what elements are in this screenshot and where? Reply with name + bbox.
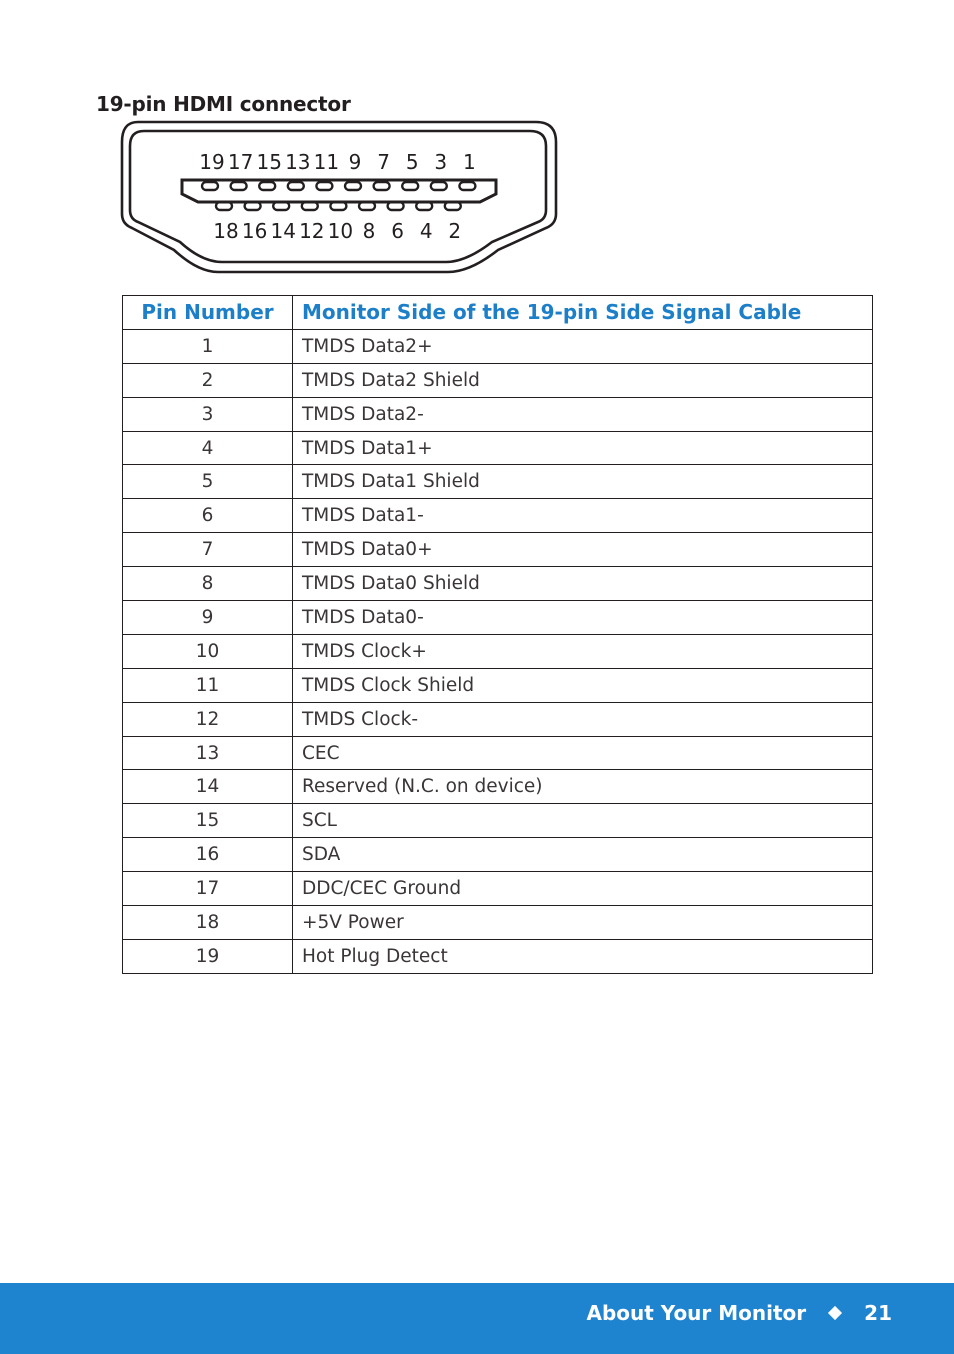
page-footer <box>0 1283 954 1354</box>
pin-number-cell: 11 <box>123 668 293 702</box>
connector-pin <box>245 202 261 210</box>
table-row <box>123 499 873 533</box>
connector-pin <box>302 202 318 210</box>
signal-cell: SDA <box>293 838 873 872</box>
bottom-pin-label: 4 <box>419 219 433 243</box>
signal-cell: Hot Plug Detect <box>293 939 873 973</box>
pin-number-cell: 14 <box>123 770 293 804</box>
signal-cell: TMDS Data1 Shield <box>293 465 873 499</box>
signal-cell: TMDS Data1- <box>293 499 873 533</box>
page-number: 21 <box>864 1301 892 1325</box>
pin-number-cell: 5 <box>123 465 293 499</box>
connector-pin <box>374 182 390 190</box>
section-heading: 19-pin HDMI connector <box>96 92 351 116</box>
top-pin-label: 7 <box>377 150 390 174</box>
diamond-icon <box>828 1306 842 1320</box>
signal-cell: DDC/CEC Ground <box>293 872 873 906</box>
signal-cell: TMDS Clock Shield <box>293 668 873 702</box>
signal-cell: SCL <box>293 804 873 838</box>
table-row <box>123 397 873 431</box>
table-row <box>123 668 873 702</box>
table-row <box>123 601 873 635</box>
table-row <box>123 363 873 397</box>
bottom-pin-label: 18 <box>213 219 239 243</box>
pin-number-cell: 16 <box>123 838 293 872</box>
table-row <box>123 702 873 736</box>
connector-pin <box>402 182 418 190</box>
pin-number-cell: 6 <box>123 499 293 533</box>
table-header-row <box>123 296 873 330</box>
table-row <box>123 804 873 838</box>
bottom-pin-label: 16 <box>241 219 268 243</box>
bottom-pin-label: 14 <box>270 219 296 243</box>
connector-pin <box>288 182 304 190</box>
top-pin-row <box>202 182 475 190</box>
bottom-pin-label: 10 <box>327 219 354 243</box>
table-row <box>123 736 873 770</box>
table-row <box>123 431 873 465</box>
bottom-pin-row <box>216 202 461 210</box>
bottom-pin-labels <box>213 219 461 243</box>
connector-pin <box>345 182 361 190</box>
signal-cell: Reserved (N.C. on device) <box>293 770 873 804</box>
connector-pin <box>388 202 404 210</box>
top-pin-label: 17 <box>227 150 254 174</box>
pin-number-cell: 8 <box>123 567 293 601</box>
bottom-pin-label: 12 <box>299 219 325 243</box>
pin-number-cell: 12 <box>123 702 293 736</box>
connector-pin <box>330 202 346 210</box>
pin-number-cell: 2 <box>123 363 293 397</box>
table-row <box>123 329 873 363</box>
table-row <box>123 465 873 499</box>
connector-pin <box>273 202 289 210</box>
top-pin-label: 11 <box>313 150 340 174</box>
signal-cell: TMDS Data2- <box>293 397 873 431</box>
table-row <box>123 872 873 906</box>
connector-pin <box>445 202 461 210</box>
pin-assignment-table <box>122 295 873 974</box>
table-row <box>123 634 873 668</box>
table-row <box>123 770 873 804</box>
connector-pin <box>231 182 247 190</box>
signal-cell: CEC <box>293 736 873 770</box>
pin-number-cell: 1 <box>123 329 293 363</box>
connector-pin <box>316 182 332 190</box>
signal-cell: TMDS Data0 Shield <box>293 567 873 601</box>
connector-pin-rail <box>182 180 496 202</box>
pin-number-cell: 9 <box>123 601 293 635</box>
pin-number-cell: 13 <box>123 736 293 770</box>
pin-number-cell: 19 <box>123 939 293 973</box>
signal-cell: TMDS Data0+ <box>293 533 873 567</box>
connector-pin <box>216 202 232 210</box>
pin-number-cell: 4 <box>123 431 293 465</box>
table-row <box>123 533 873 567</box>
top-pin-label: 19 <box>199 150 225 174</box>
connector-pin <box>359 202 375 210</box>
connector-pin <box>459 182 475 190</box>
top-pin-label: 15 <box>256 150 282 174</box>
top-pin-label: 1 <box>463 150 476 174</box>
table-row <box>123 838 873 872</box>
bottom-pin-label: 6 <box>391 219 404 243</box>
top-pin-label: 9 <box>348 150 362 174</box>
bottom-pin-label: 2 <box>448 219 462 243</box>
signal-cell: TMDS Clock- <box>293 702 873 736</box>
connector-pin <box>416 202 432 210</box>
header-signal-name: Monitor Side of the 19-pin Side Signal Cable <box>293 296 873 330</box>
pin-number-cell: 3 <box>123 397 293 431</box>
top-pin-label: 5 <box>405 150 419 174</box>
signal-cell: +5V Power <box>293 906 873 940</box>
connector-pin <box>259 182 275 190</box>
signal-cell: TMDS Clock+ <box>293 634 873 668</box>
bottom-pin-label: 8 <box>362 219 376 243</box>
pin-number-cell: 7 <box>123 533 293 567</box>
pin-number-cell: 17 <box>123 872 293 906</box>
signal-cell: TMDS Data1+ <box>293 431 873 465</box>
table-row <box>123 939 873 973</box>
pin-number-cell: 10 <box>123 634 293 668</box>
footer-section-title: About Your Monitor <box>586 1301 807 1325</box>
pin-rows <box>123 329 873 973</box>
table-row <box>123 567 873 601</box>
header-pin-number: Pin Number <box>123 296 293 330</box>
top-pin-label: 3 <box>434 150 448 174</box>
top-pin-labels <box>199 150 475 174</box>
signal-cell: TMDS Data2+ <box>293 329 873 363</box>
signal-cell: TMDS Data0- <box>293 601 873 635</box>
signal-cell: TMDS Data2 Shield <box>293 363 873 397</box>
pin-number-cell: 18 <box>123 906 293 940</box>
hdmi-connector-diagram <box>118 118 560 278</box>
table-row <box>123 906 873 940</box>
top-pin-label: 13 <box>285 150 311 174</box>
pin-number-cell: 15 <box>123 804 293 838</box>
connector-pin <box>202 182 218 190</box>
connector-pin <box>431 182 447 190</box>
